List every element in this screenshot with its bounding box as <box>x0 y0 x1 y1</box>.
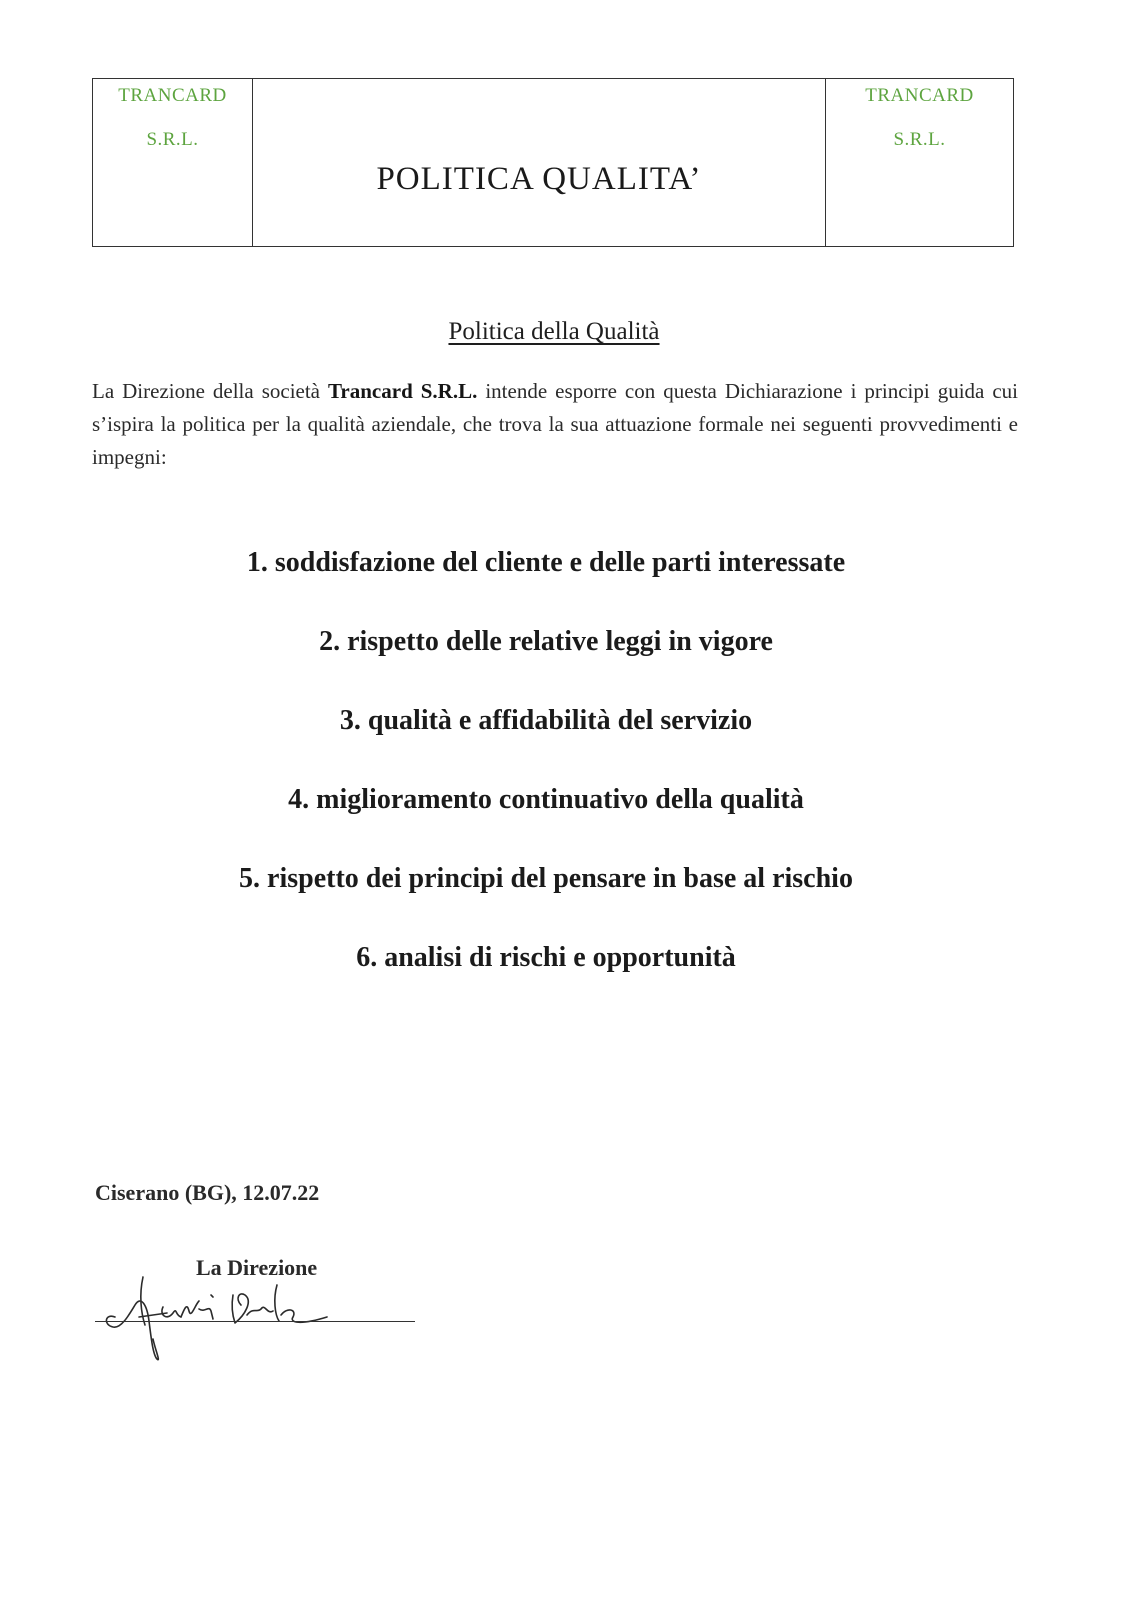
section-title: Politica della Qualità <box>448 318 660 345</box>
header-table <box>92 78 1014 247</box>
document-title: POLITICA QUALITA’ <box>376 161 702 197</box>
company-name: TRANCARD <box>118 85 227 106</box>
policy-item: 1. soddisfazione del cliente e delle parti interessate <box>246 547 846 578</box>
company-name: TRANCARD <box>865 85 974 106</box>
company-suffix: S.R.L. <box>146 129 199 150</box>
policy-item: 6. analisi di rischi e opportunità <box>356 942 736 973</box>
policy-item: 4. miglioramento continuativo della qualità <box>288 784 804 815</box>
policy-item: 3. qualità e affidabilità del servizio <box>339 705 753 736</box>
policy-list <box>0 545 1092 1019</box>
place-date: Ciserano (BG), 12.07.22 <box>95 1180 320 1205</box>
header-left-company <box>93 79 253 246</box>
header-right-company <box>825 79 1013 246</box>
signature-line <box>95 1321 415 1322</box>
intro-paragraph <box>92 375 1018 474</box>
intro-before: La Direzione della società <box>92 379 328 403</box>
intro-company: Trancard S.R.L. <box>327 379 478 403</box>
signatory-label: La Direzione <box>196 1255 318 1280</box>
signature-image <box>95 1255 355 1365</box>
policy-item: 2. rispetto delle relative leggi in vigore <box>319 626 773 657</box>
intro-after: intende esporre con questa Dichiarazione i principi guida cui s’ispira la politica per la qualità aziendale, che trova la sua attuazione formale nei seguenti provvedimenti e impegni: <box>92 379 1018 469</box>
company-suffix: S.R.L. <box>893 129 946 150</box>
policy-item: 5. rispetto dei principi del pensare in base al rischio <box>239 863 853 894</box>
